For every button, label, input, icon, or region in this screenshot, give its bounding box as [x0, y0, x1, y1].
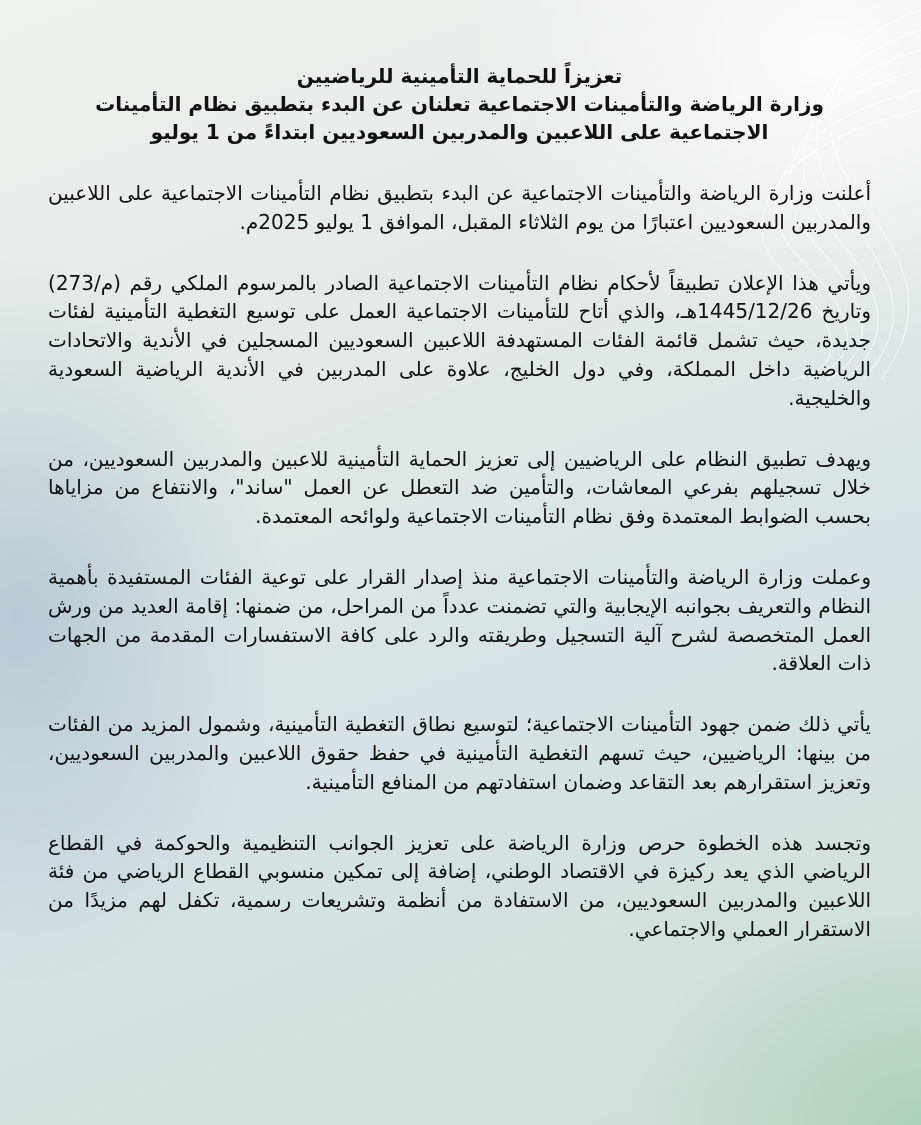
headline — [48, 62, 871, 146]
paragraph-announcement: أعلنت وزارة الرياضة والتأمينات الاجتماعية عن البدء بتطبيق نظام التأمينات الاجتماعية على اللاعبين والمدربين السعوديين اعتبارًا من يوم الثلاثاء المقبل، الموافق 1 يوليو 2025م. — [48, 181, 871, 234]
headline-line-3: الاجتماعية على اللاعبين والمدربين السعوديين ابتداءً من 1 يوليو — [150, 120, 769, 144]
article — [48, 62, 871, 976]
headline-line-1: تعزيزاً للحماية التأمينية للرياضيين — [296, 64, 623, 88]
paragraph-coverage: يأتي ذلك ضمن جهود التأمينات الاجتماعية؛ لتوسيع نطاق التغطية التأمينية، وشمول المزيد من الفئات من بينها: الرياضيين، حيث تسهم التغطية التأمينية في حفظ حقوق اللاعبين والمدربين السعوديين، وتعزيز استقرارهم بعد التقاعد وضمان استفادتهم من المنافع التأمينية. — [48, 712, 871, 794]
paragraph-legal-basis: ويأتي هذا الإعلان تطبيقاً لأحكام نظام التأمينات الاجتماعية الصادر بالمرسوم الملكي رقم (م/273) وتاريخ 1445/12/26هـ، والذي أتاح للتأمينات الاجتماعية العمل على توسيع التغطية التأمينية لفئات جديدة، حيث تشمل قائمة الفئات المستهدفة اللاعبين السعوديين المسجلين في الأندية والاتحادات الرياضية داخل المملكة، وفي دول الخليج، علاوة على المدربين في الأندية الرياضية السعودية والخليجية. — [48, 270, 871, 410]
headline-line-2: وزارة الرياضة والتأمينات الاجتماعية تعلنان عن البدء بتطبيق نظام التأمينات — [95, 92, 824, 116]
paragraph-awareness: وعملت وزارة الرياضة والتأمينات الاجتماعية منذ إصدار القرار على توعية الفئات المستفيدة بأهمية النظام والتعريف بجوانبه الإيجابية والتي تضمنت عدداً من المراحل، من ضمنها: إقامة العديد من ورش العمل المتخصصة لشرح آلية التسجيل وطريقته والرد على كافة الاستفسارات المقدمة من الجهات ذات العلاقة. — [48, 564, 871, 676]
paragraph-governance: وتجسد هذه الخطوة حرص وزارة الرياضة على تعزيز الجوانب التنظيمية والحوكمة في القطاع الرياضي الذي يعد ركيزة في الاقتصاد الوطني، إضافة إلى تمكين منسوبي القطاع الرياضي من فئة اللاعبين والمدربين السعوديين، من الاستفادة من أنظمة وتشريعات رسمية، تكفل لهم مزيدًا من الاستقرار العملي والاجتماعي. — [48, 830, 871, 941]
paragraph-objective: ويهدف تطبيق النظام على الرياضيين إلى تعزيز الحماية التأمينية للاعبين والمدربين السعوديين، من خلال تسجيلهم بفرعي المعاشات، والتأمين ضد التعطل عن العمل "ساند"، والانتفاع من مزاياها بحسب الضوابط المعتمدة وفق نظام التأمينات الاجتماعية ولوائحه المعتمدة. — [48, 446, 871, 529]
